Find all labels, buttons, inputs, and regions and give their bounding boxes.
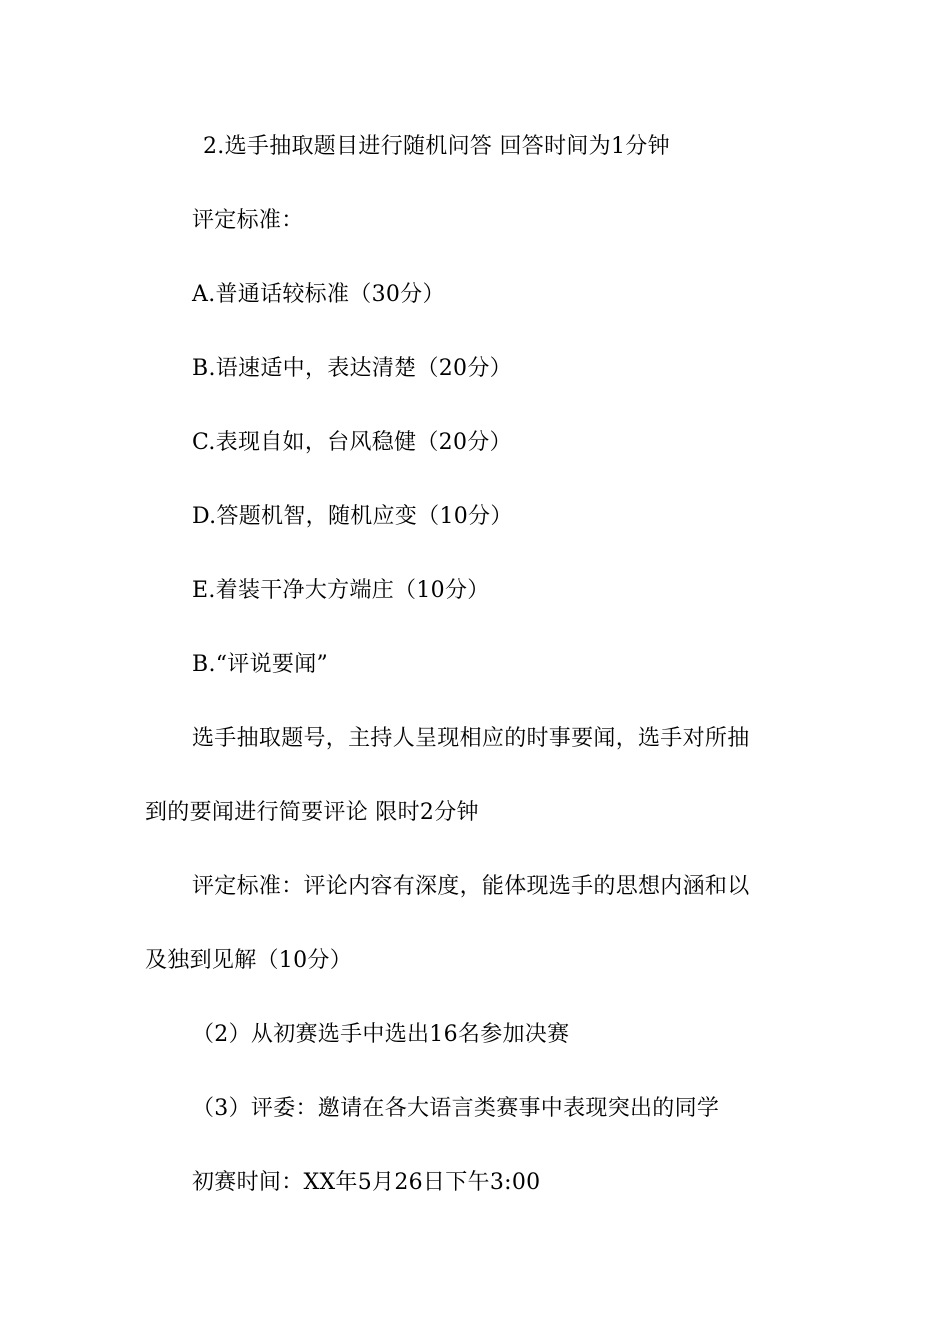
paragraph-judges: （3）评委：邀请在各大语言类赛事中表现突出的同学 — [192, 1096, 720, 1121]
paragraph-news-rules-line1: 选手抽取题号，主持人呈现相应的时事要闻，选手对所抽 — [192, 726, 750, 751]
paragraph-finalists: （2）从初赛选手中选出16名参加决赛 — [192, 1022, 570, 1047]
paragraph-criterion-a: A.普通话较标准（30分） — [192, 282, 445, 307]
paragraph-criterion-e: E.着装干净大方端庄（10分） — [192, 578, 490, 603]
paragraph-qa-round: 2.选手抽取题目进行随机问答 回答时间为1分钟 — [203, 134, 670, 159]
paragraph-news-criteria-line2: 及独到见解（10分） — [145, 948, 352, 973]
paragraph-news-rules-line2: 到的要闻进行简要评论 限时2分钟 — [145, 800, 479, 825]
paragraph-criteria-heading: 评定标准： — [192, 208, 304, 233]
paragraph-criterion-c: C.表现自如，台风稳健（20分） — [192, 430, 512, 455]
paragraph-criterion-d: D.答题机智，随机应变（10分） — [192, 504, 513, 529]
paragraph-section-news: B.“评说要闻” — [192, 652, 329, 677]
document-body — [145, 110, 810, 1220]
paragraph-news-criteria-line1: 评定标准：评论内容有深度，能体现选手的思想内涵和以 — [192, 874, 750, 899]
paragraph-preliminary-time: 初赛时间：XX年5月26日下午3:00 — [192, 1170, 541, 1195]
paragraph-criterion-b: B.语速适中，表达清楚（20分） — [192, 356, 512, 381]
